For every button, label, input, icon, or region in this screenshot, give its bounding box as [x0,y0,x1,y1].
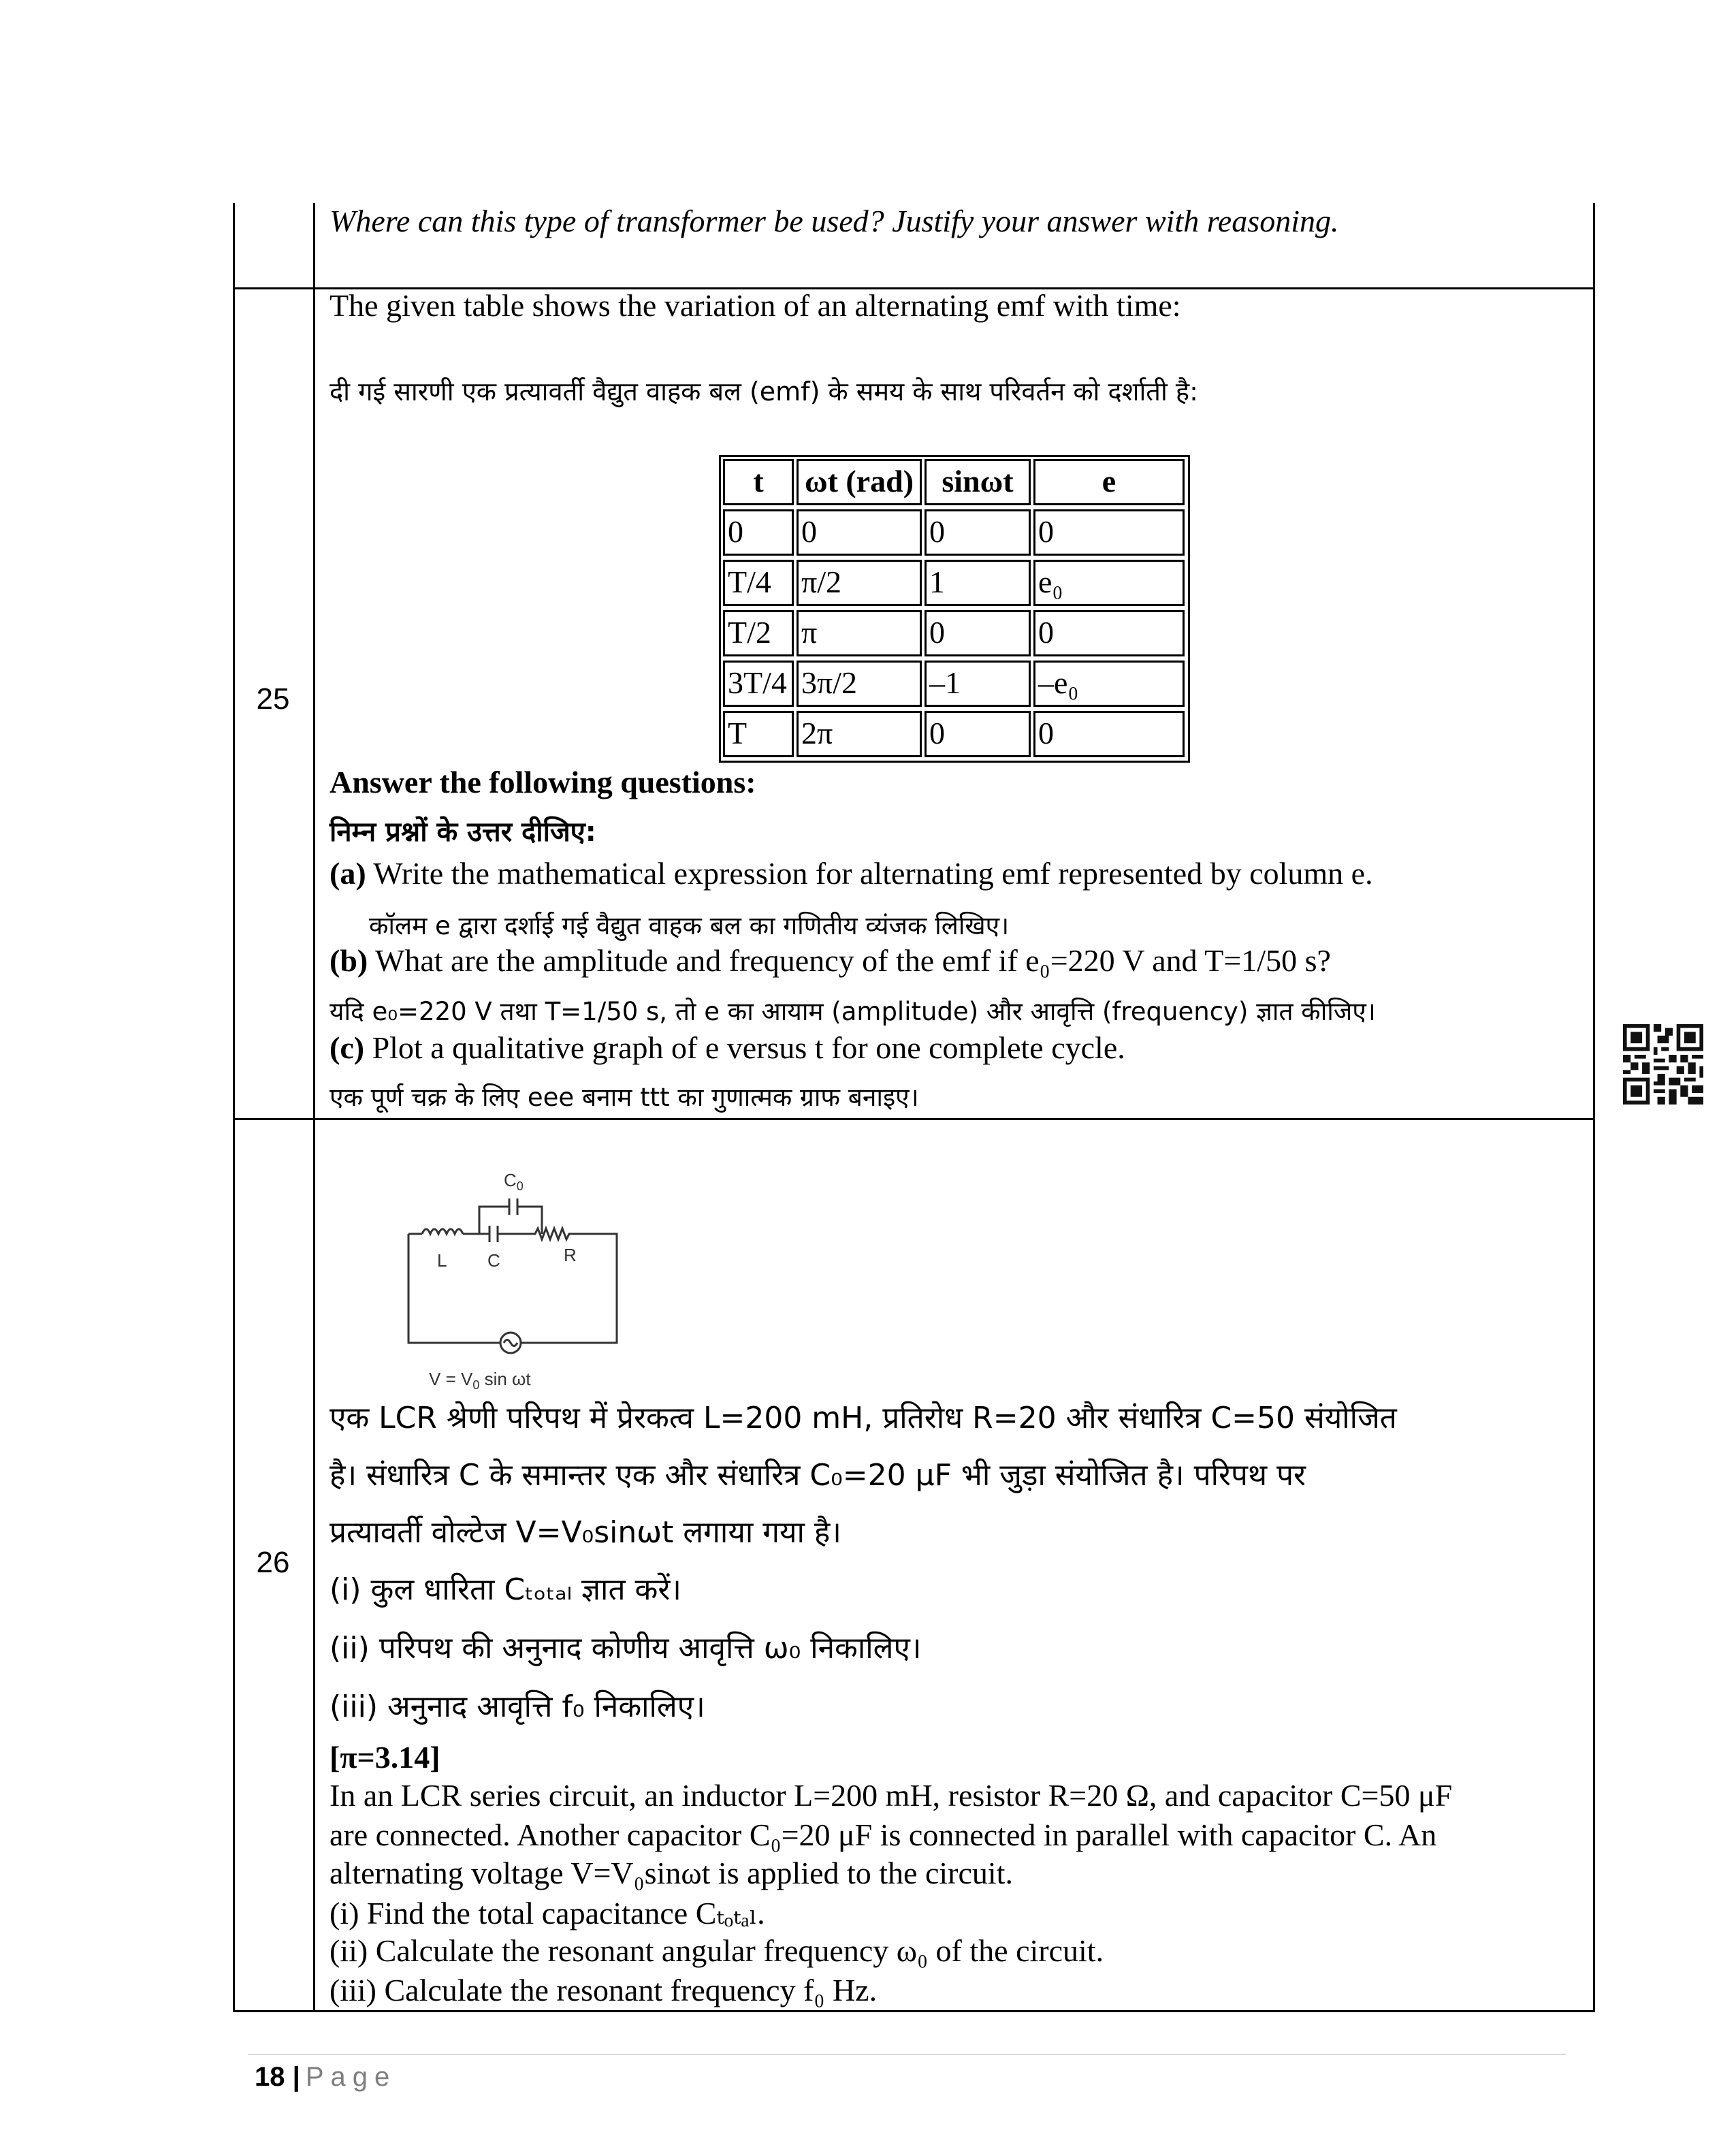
table-cell: 0 [1033,711,1185,757]
qr-code-icon [1623,1024,1703,1105]
page-footer [255,2062,396,2093]
q26-hi-line2: है। संधारित्र C के समान्तर एक और संधारित्र C₀=20 μF भी जुड़ा संयोजित है। परिपथ पर [329,1458,1306,1493]
table-cell: 3T/4 [723,661,794,707]
ac-source-wave [504,1340,517,1346]
table-cell: π [797,610,922,656]
part-c-en [329,1030,1125,1066]
q26-en-part-ii: (ii) Calculate the resonant angular frequency ω₀ of the circuit. [329,1933,1104,1968]
table-cell: 0 [797,509,922,556]
pi-value-note: [π=3.14] [329,1740,440,1775]
table-cell: 0 [723,509,794,556]
c0-label: $C_0$ [504,1170,524,1193]
question-table [233,203,1594,2012]
page-word: Page [305,2062,397,2092]
table-cell: T [723,711,794,757]
part-a-label: (a) [329,856,366,891]
part-a-text: Write the mathematical expression for alternating emf represented by column e. [366,856,1373,891]
q26-en-line3: alternating voltage V=V₀sinωt is applied to the circuit. [329,1856,1013,1890]
part-b-text: What are the amplitude and frequency of the emf if e₀=220 V and T=1/50 s? [368,943,1331,978]
q26-en-line1: In an LCR series circuit, an inductor L=200 mH, resistor R=20 Ω, and capacitor C=50 μF [329,1778,1453,1813]
table-cell: 0 [925,509,1031,556]
capacitor-c [489,1226,498,1242]
row-divider [233,1118,1595,1120]
table-cell: T/4 [723,560,794,606]
part-b-label: (b) [329,943,368,978]
table-cell: e₀ [1033,560,1185,606]
q26-en-part-i: (i) Find the total capacitance Cₜₒₜₐₗ. [329,1896,765,1930]
table-header-cell: sinωt [925,459,1031,505]
inductor-coil [422,1229,463,1234]
q24-question-text: Where can this type of transformer be used? Justify your answer with reasoning. [329,204,1339,238]
table-bottom-border [233,2010,1595,2012]
table-cell: T/2 [723,610,794,656]
table-right-border [1593,203,1595,2012]
table-cell: –e₀ [1033,661,1185,707]
table-cell: 0 [1033,610,1185,656]
q26-hi-line3: प्रत्यावर्ती वोल्टेज V=V₀sinωt लगाया गया है। [329,1515,841,1550]
question-number: 25 [256,682,290,716]
table-cell: 0 [925,610,1031,656]
source-label: $V = V_0$ sin ωt [429,1369,531,1391]
part-c-label: (c) [329,1030,365,1065]
part-b-en [329,942,1331,979]
part-b-hi: यदि e₀=220 V तथा T=1/50 s, तो e का आयाम (amplitude) और आवृत्ति (frequency) ज्ञात कीजिए। [329,997,1376,1026]
footer-separator: | [292,2062,300,2092]
part-c-text: Plot a qualitative graph of e versus t for one complete cycle. [364,1030,1125,1065]
table-cell: 0 [1033,509,1185,556]
l-label: L [437,1250,447,1271]
table-cell: π/2 [797,560,922,606]
table-cell: 1 [925,560,1031,606]
q26-en-part-iii: (iii) Calculate the resonant frequency f₀ Hz. [329,1973,878,2007]
table-header-cell: e [1033,459,1185,505]
column-divider [313,203,315,2012]
question-number: 26 [256,1546,290,1579]
part-a-en [329,855,1373,891]
q25-intro-en: The given table shows the variation of an alternating emf with time: [329,288,1181,323]
table-header-cell: ωt (rad) [797,459,922,505]
footer-rule [248,2054,1566,2055]
q25-intro-hi: दी गई सारणी एक प्रत्यावर्ती वैद्युत वाहक बल (emf) के समय के साथ परिवर्तन को दर्शाती है: [329,377,1198,407]
q26-hi-part-iii: (iii) अनुनाद आवृत्ति f₀ निकालिए। [329,1689,705,1724]
table-header-cell: t [723,459,794,505]
c-label: C [487,1250,500,1271]
table-cell: –1 [925,661,1031,707]
resistor [528,1228,599,1239]
circuit-wire [408,1234,500,1343]
q26-en-line2: are connected. Another capacitor C₀=20 μF is connected in parallel with capacitor C. An [329,1817,1437,1852]
table-cell: 2π [797,711,922,757]
lcr-circuit-diagram [395,1159,667,1391]
part-a-hi: कॉलम e द्वारा दर्शाई गई वैद्युत वाहक बल का गणितीय व्यंजक लिखिए। [369,911,1010,940]
q26-hi-line1: एक LCR श्रेणी परिपथ में प्रेरकत्व L=200 mH, प्रतिरोध R=20 और संधारित्र C=50 संयोजित [329,1401,1397,1435]
part-c-hi: एक पूर्ण चक्र के लिए eee बनाम ttt का गुणात्मक ग्राफ बनाइए। [329,1083,919,1112]
capacitor-c0 [509,1198,517,1215]
q26-hi-part-i: (i) कुल धारिता Cₜₒₜₐₗ ज्ञात करें। [329,1572,681,1607]
table-cell: 3π/2 [797,661,922,707]
emf-table [719,455,1190,763]
q26-hi-part-ii: (ii) परिपथ की अनुनाद कोणीय आवृत्ति ω₀ निकालिए। [329,1631,922,1666]
answer-heading-en: Answer the following questions: [329,765,756,799]
r-label: R [564,1245,577,1265]
table-cell: 0 [925,711,1031,757]
page-number: 18 [255,2062,285,2092]
table-left-border [233,203,235,2012]
answer-heading-hi: निम्न प्रश्नों के उत्तर दीजिए: [329,816,596,848]
